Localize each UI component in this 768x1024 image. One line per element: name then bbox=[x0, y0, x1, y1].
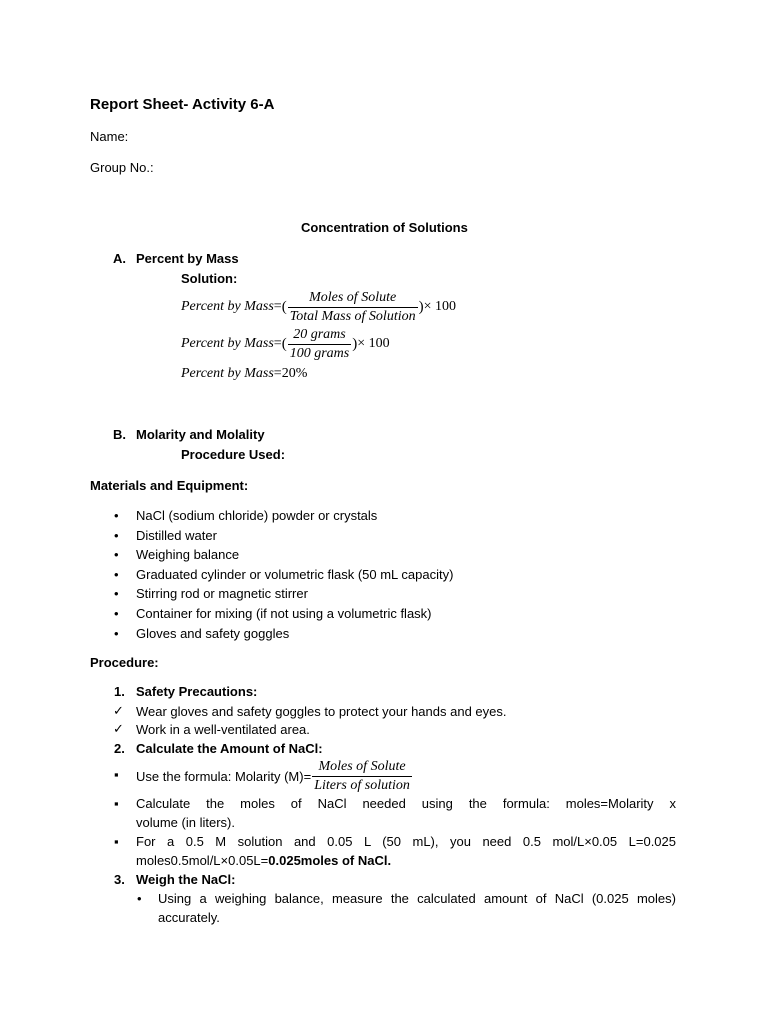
procedure-heading: Procedure: bbox=[90, 655, 159, 670]
material-item: Gloves and safety goggles bbox=[136, 626, 290, 641]
list-item bbox=[114, 567, 119, 582]
name-label: Name: bbox=[90, 129, 129, 144]
fraction bbox=[288, 327, 352, 362]
fraction-numerator: 20 grams bbox=[293, 326, 346, 342]
part-a-heading: Percent by Mass bbox=[136, 251, 239, 266]
material-item: Stirring rod or magnetic stirrer bbox=[136, 586, 308, 601]
step-number: 2. bbox=[114, 741, 125, 756]
material-item: Distilled water bbox=[136, 528, 217, 543]
fraction-numerator: Moles of Solute bbox=[318, 758, 406, 774]
fraction bbox=[288, 290, 418, 325]
material-item: Weighing balance bbox=[136, 547, 240, 562]
step-title: Safety Precautions: bbox=[136, 684, 258, 699]
checkmark-icon: ✓ bbox=[113, 703, 124, 718]
list-item bbox=[114, 606, 119, 621]
list-item bbox=[114, 547, 119, 562]
bullet-icon: • bbox=[114, 626, 119, 641]
equation-result: 20% bbox=[281, 366, 308, 381]
bullet-icon: • bbox=[137, 891, 142, 906]
list-item bbox=[114, 586, 119, 601]
step-number: 1. bbox=[114, 684, 125, 699]
material-item: NaCl (sodium chloride) powder or crystals bbox=[136, 508, 378, 523]
bullet-icon: • bbox=[114, 547, 119, 562]
list-item bbox=[137, 891, 142, 906]
group-label: Group No.: bbox=[90, 160, 154, 175]
section-title: Concentration of Solutions bbox=[301, 220, 468, 235]
materials-heading: Materials and Equipment: bbox=[90, 478, 249, 493]
calc-line-2: volume (in liters). bbox=[136, 815, 235, 830]
example-line-1: For a 0.5 M solution and 0.05 L (50 mL), you need 0.5 mol/L×0.05 L=0.025 bbox=[136, 834, 676, 849]
bullet-icon: • bbox=[114, 606, 119, 621]
solution-label: Solution: bbox=[181, 271, 238, 286]
calc-line-1: Calculate the moles of NaCl needed using the formula: moles=Molarity x bbox=[136, 796, 676, 811]
bullet-icon: • bbox=[114, 528, 119, 543]
part-a-letter: A. bbox=[113, 251, 126, 266]
checkmark-icon: ✓ bbox=[113, 721, 124, 736]
step-title: Weigh the NaCl: bbox=[136, 872, 236, 887]
check-item: Wear gloves and safety goggles to protect your hands and eyes. bbox=[136, 704, 507, 719]
list-item bbox=[114, 508, 119, 523]
fraction-denominator: Total Mass of Solution bbox=[289, 308, 416, 324]
list-item bbox=[114, 626, 119, 641]
square-bullet-icon: ▪ bbox=[114, 796, 119, 811]
percent-mass-equation-2: Percent by Mass = ( $\frac{\text{20 grams}}{\text{100 grams}}$ ) × 100 bbox=[181, 326, 390, 361]
formula-prefix: Use the formula: Molarity (M)= bbox=[136, 768, 312, 784]
check-item: Work in a well-ventilated area. bbox=[136, 722, 310, 737]
material-item: Graduated cylinder or volumetric flask (50 mL capacity) bbox=[136, 567, 454, 582]
weigh-line-2: accurately. bbox=[158, 910, 220, 925]
material-item: Container for mixing (if not using a volumetric flask) bbox=[136, 606, 432, 621]
step-number: 3. bbox=[114, 872, 125, 887]
fraction bbox=[312, 759, 412, 794]
fraction-denominator: 100 grams bbox=[289, 345, 350, 361]
equation-lhs: Percent by Mass bbox=[181, 336, 274, 351]
bullet-icon: • bbox=[114, 586, 119, 601]
procedure-used-label: Procedure Used: bbox=[181, 447, 286, 462]
example-result: 0.025moles of NaCl. bbox=[268, 853, 392, 868]
square-bullet-icon: ▪ bbox=[114, 834, 119, 849]
percent-mass-equation-1: Percent by Mass = ( $\frac{\text{Moles of Solute}}{\text{Total Mass of Solution}}$ ) × 100 bbox=[181, 289, 457, 324]
bullet-icon: • bbox=[114, 508, 119, 523]
list-item bbox=[114, 528, 119, 543]
equation-lhs: Percent by Mass bbox=[181, 299, 274, 314]
fraction-numerator: Moles of Solute bbox=[309, 289, 397, 305]
example-line-2 bbox=[136, 853, 391, 868]
molarity-formula bbox=[136, 758, 413, 794]
weigh-line-1: Using a weighing balance, measure the calculated amount of NaCl (0.025 moles) bbox=[158, 891, 676, 906]
square-bullet-icon: ▪ bbox=[114, 767, 119, 782]
step-title: Calculate the Amount of NaCl: bbox=[136, 741, 323, 756]
multiplier: × 100 bbox=[357, 336, 390, 351]
part-b-heading: Molarity and Molality bbox=[136, 427, 265, 442]
report-title: Report Sheet- Activity 6-A bbox=[90, 96, 275, 113]
percent-mass-equation-3: Percent by Mass=20% bbox=[181, 366, 308, 381]
example-line-2-text: moles0.5mol/L×0.05L= bbox=[136, 853, 269, 868]
equation-lhs: Percent by Mass bbox=[181, 366, 274, 381]
bullet-icon: • bbox=[114, 567, 119, 582]
multiplier: × 100 bbox=[423, 299, 457, 314]
fraction-denominator: Liters of solution bbox=[314, 777, 410, 793]
part-b-letter: B. bbox=[113, 427, 126, 442]
